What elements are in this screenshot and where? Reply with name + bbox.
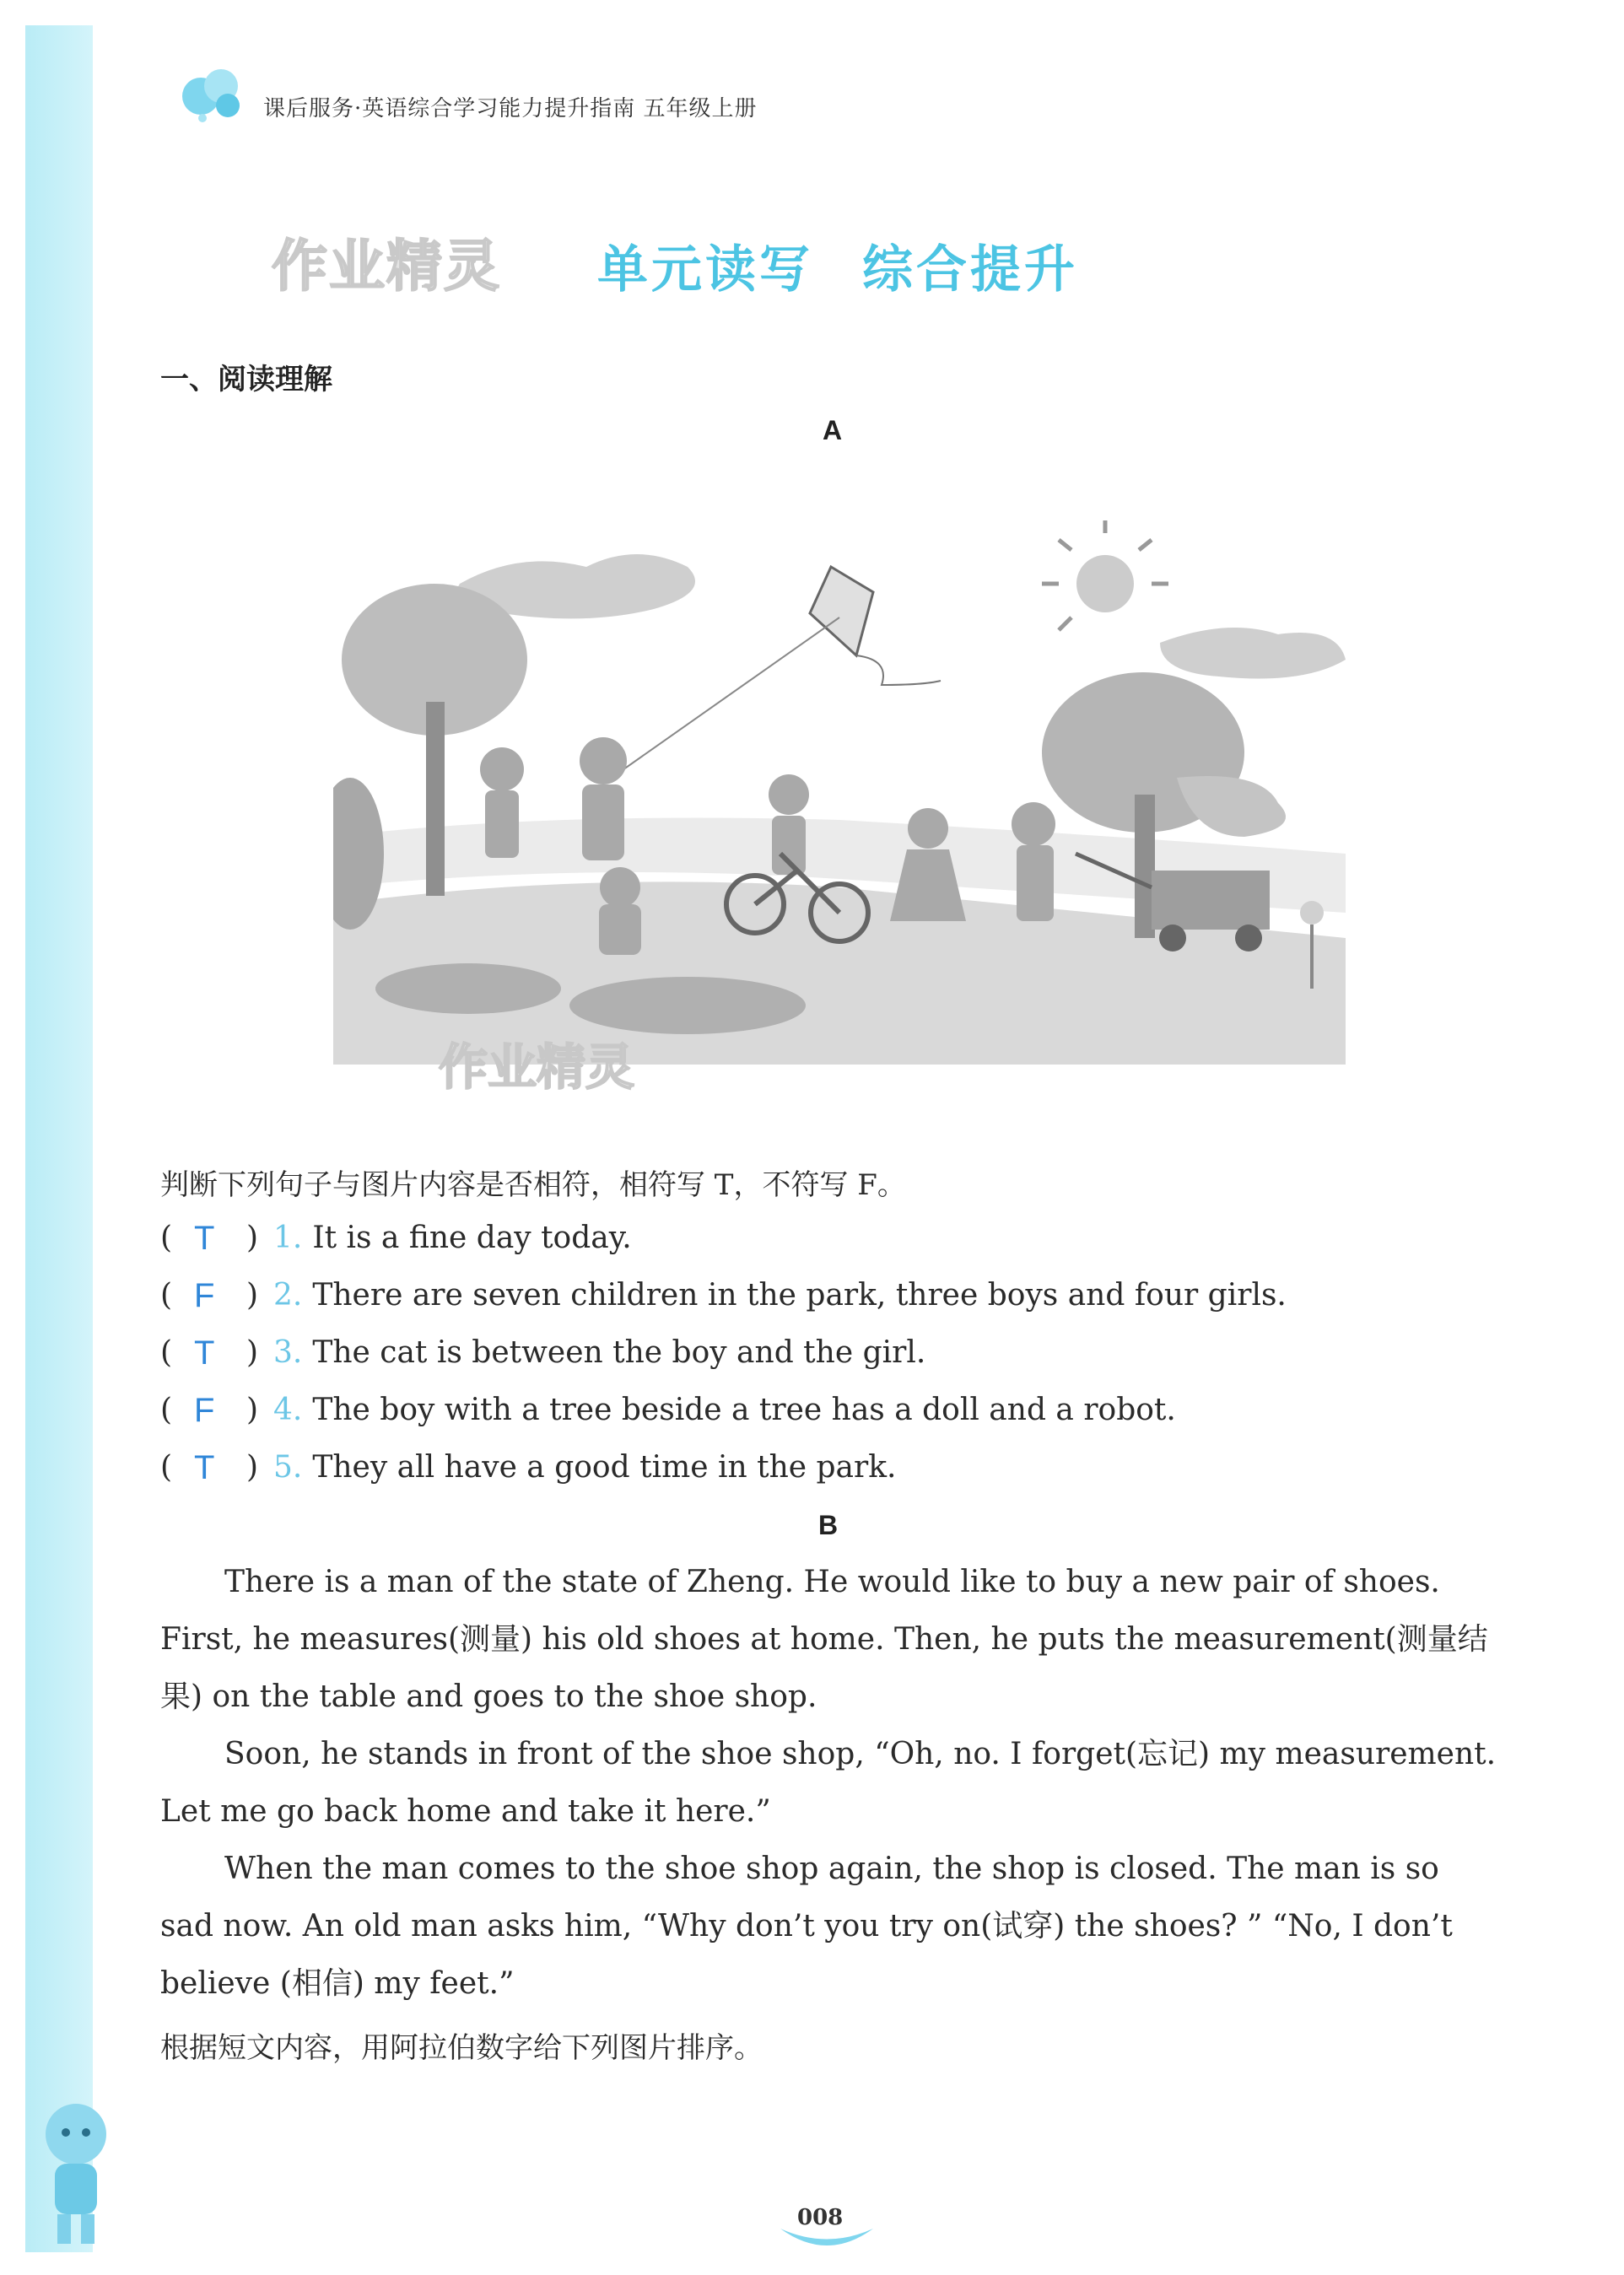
title-reading-writing: 单元读写 xyxy=(597,240,813,299)
page-number: 008 xyxy=(797,2205,844,2230)
answer: F xyxy=(194,1392,215,1429)
part-a-instruction: 判断下列句子与图片内容是否相符，相符写 T，不符写 F。 xyxy=(160,1168,906,1202)
part-b-letter: B xyxy=(818,1510,839,1540)
question-row: ( F ) 4. The boy with a tree beside a tree has a doll and a robot. xyxy=(160,1387,1176,1434)
part-a-letter: A xyxy=(823,415,843,445)
paragraph: There is a man of the state of Zheng. He would like to buy a new pair of shoes. First, he measures(测量) his old shoes at home. Then, he puts the measurement(测量结果) on the table and goes to the shoe shop. xyxy=(160,1565,1488,1714)
answer: T xyxy=(194,1334,215,1372)
sun-icon xyxy=(1042,520,1168,630)
section-heading: 一、阅读理解 xyxy=(160,363,332,396)
part-b-instruction: 根据短文内容，用阿拉伯数字给下列图片排序。 xyxy=(160,2031,763,2065)
paragraph: When the man comes to the shoe shop again, the shop is closed. The man is so sad now. An old man asks him, “Why don’t you try on(试穿) the shoes? ” “No, I don’t believe (相信) my feet.” xyxy=(160,1852,1453,2001)
cloud-icon xyxy=(1160,628,1346,679)
answer: T xyxy=(194,1220,215,1257)
park-illustration xyxy=(333,516,1346,1073)
side-band xyxy=(25,25,93,2252)
question-row: ( F ) 2. There are seven children in the park, three boys and four girls. xyxy=(160,1272,1287,1319)
question-row: ( T ) 5. They all have a good time in the park. xyxy=(160,1444,896,1491)
question-row: ( T ) 3. The cat is between the boy and the girl. xyxy=(160,1329,925,1377)
watermark: 作业精灵 xyxy=(439,1038,635,1096)
paragraph: Soon, he stands in front of the shoe shop, “Oh, no. I forget(忘记) my measurement. Let me go back home and take it here.” xyxy=(160,1737,1497,1829)
title-comprehensive: 综合提升 xyxy=(862,240,1078,299)
answer: T xyxy=(194,1449,215,1486)
bubbles-logo-icon xyxy=(177,59,253,127)
answer: F xyxy=(194,1277,215,1314)
watermark: 作业精灵 xyxy=(272,234,501,299)
cartoon-child-icon xyxy=(25,2092,127,2252)
question-row: ( T ) 1. It is a fine day today. xyxy=(160,1215,632,1262)
header-text: 课后服务·英语综合学习能力提升指南 五年级上册 xyxy=(263,96,758,121)
